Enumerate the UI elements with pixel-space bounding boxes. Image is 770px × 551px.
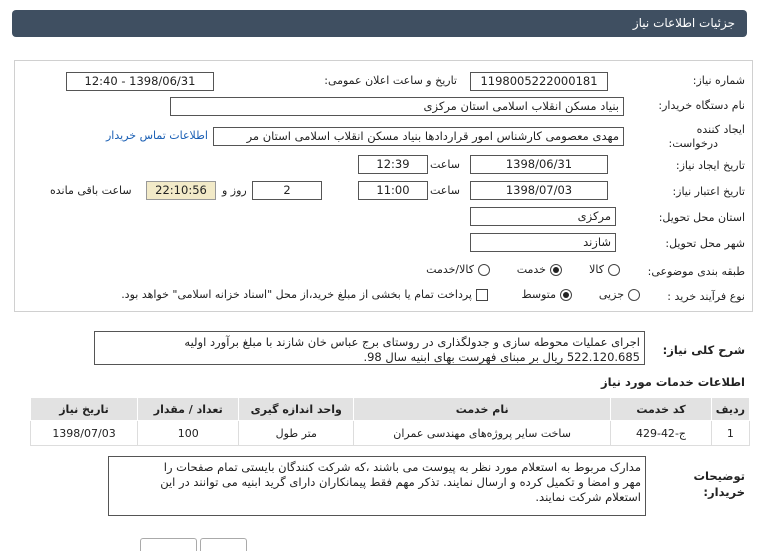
valid-time-label: ساعت bbox=[430, 184, 460, 197]
checkbox-icon[interactable] bbox=[476, 289, 488, 301]
valid-time-field: 11:00 bbox=[358, 181, 428, 200]
process-option-minor[interactable]: جزیی bbox=[599, 288, 640, 301]
province-field: مرکزی bbox=[470, 207, 616, 226]
buyer-notes-line-2: مهر و امضا و تکمیل کرده و ارسال نمایند. تذکر مهم فقط پیمانکاران دارای گرید ابنیه می توانند در این bbox=[160, 475, 641, 489]
services-header-row bbox=[31, 398, 750, 421]
buyer-contact-link[interactable]: اطلاعات تماس خریدار bbox=[106, 129, 208, 142]
announce-field: 1398/06/31 - 12:40 bbox=[66, 72, 214, 91]
created-time-label: ساعت bbox=[430, 158, 460, 171]
creator-field: مهدی معصومی کارشناس امور قراردادها بنیاد مسکن انقلاب اسلامی استان مر bbox=[213, 127, 624, 146]
days-label: روز و bbox=[222, 184, 247, 197]
col-header-service-code: کد خدمت bbox=[611, 398, 712, 421]
radio-selected-icon[interactable] bbox=[560, 289, 572, 301]
remaining-label: ساعت باقی مانده bbox=[50, 184, 132, 197]
announce-label: تاریخ و ساعت اعلان عمومی: bbox=[324, 74, 457, 87]
cell-need-date: 1398/07/03 bbox=[31, 421, 138, 446]
category-option-goods[interactable]: کالا bbox=[589, 263, 620, 276]
creator-label: ایجاد کننده bbox=[696, 123, 745, 136]
page-title: جزئیات اطلاعات نیاز bbox=[632, 16, 735, 30]
buyer-notes-line-1: مدارک مربوط به استعلام مورد نظر به پیوست می باشند ،که شرکت کنندگان بایستی تمام صفحات را bbox=[163, 460, 641, 474]
summary-line-1: اجرای عملیات محوطه سازی و جدولگذاری در روستای برج عباس خان شازند با مبلغ برآورد اولیه bbox=[184, 335, 640, 349]
created-date-field: 1398/06/31 bbox=[470, 155, 608, 174]
valid-date-field: 1398/07/03 bbox=[470, 181, 608, 200]
col-header-quantity: تعداد / مقدار bbox=[138, 398, 239, 421]
cell-service-code: ج-42-429 bbox=[611, 421, 712, 446]
table-row bbox=[31, 421, 750, 446]
radio-icon[interactable] bbox=[608, 264, 620, 276]
process-option-medium[interactable]: متوسط bbox=[521, 288, 572, 301]
buyer-org-label: نام دستگاه خریدار: bbox=[658, 99, 745, 112]
col-header-row-number: ردیف bbox=[711, 398, 749, 421]
cell-unit: متر طول bbox=[239, 421, 354, 446]
city-label: شهر محل تحویل: bbox=[665, 237, 745, 250]
cell-row-number: 1 bbox=[711, 421, 749, 446]
col-header-need-date: تاریخ نیاز bbox=[31, 398, 138, 421]
radio-icon[interactable] bbox=[478, 264, 490, 276]
services-table bbox=[30, 397, 750, 446]
buyer-notes-label-2: خریدار: bbox=[703, 485, 745, 499]
cell-quantity: 100 bbox=[138, 421, 239, 446]
need-number-label: شماره نیاز: bbox=[692, 74, 745, 87]
buyer-notes-line-3: استعلام شرکت نمایند. bbox=[535, 490, 641, 504]
valid-date-label: تاریخ اعتبار نیاز: bbox=[672, 185, 745, 198]
remaining-time-field: 22:10:56 bbox=[146, 181, 216, 200]
radio-selected-icon[interactable] bbox=[550, 264, 562, 276]
summary-line-2: 522.120.685 ریال بر مبنای فهرست بهای ابنیه سال 98. bbox=[363, 350, 640, 364]
city-field: شازند bbox=[470, 233, 616, 252]
province-label: استان محل تحویل: bbox=[658, 211, 745, 224]
radio-icon[interactable] bbox=[628, 289, 640, 301]
services-section-title: اطلاعات خدمات مورد نیاز bbox=[601, 375, 745, 389]
treasury-option[interactable]: پرداخت تمام یا بخشی از مبلغ خرید،از محل "اسناد خزانه اسلامی" خواهد بود. bbox=[121, 288, 488, 301]
process-label: نوع فرآیند خرید : bbox=[667, 290, 745, 303]
buyer-org-field: بنیاد مسکن انقلاب اسلامی استان مرکزی bbox=[170, 97, 624, 116]
days-field: 2 bbox=[252, 181, 322, 200]
buyer-notes-box bbox=[108, 456, 646, 516]
created-date-label: تاریخ ایجاد نیاز: bbox=[675, 159, 745, 172]
category-label: طبقه بندی موضوعی: bbox=[647, 265, 745, 278]
creator-label-2: درخواست: bbox=[668, 137, 718, 150]
category-option-goods-service[interactable]: کالا/خدمت bbox=[426, 263, 490, 276]
category-option-service[interactable]: خدمت bbox=[517, 263, 562, 276]
col-header-service-name: نام خدمت bbox=[354, 398, 611, 421]
cell-service-name: ساخت سایر پروژه‌های مهندسی عمران bbox=[354, 421, 611, 446]
buyer-notes-label: توضیحات bbox=[693, 469, 745, 483]
summary-box bbox=[94, 331, 645, 365]
created-time-field: 12:39 bbox=[358, 155, 428, 174]
page-header bbox=[12, 10, 747, 37]
summary-label: شرح کلی نیاز: bbox=[662, 343, 745, 357]
need-number-field: 1198005222000181 bbox=[470, 72, 608, 91]
col-header-unit: واحد اندازه گیری bbox=[239, 398, 354, 421]
